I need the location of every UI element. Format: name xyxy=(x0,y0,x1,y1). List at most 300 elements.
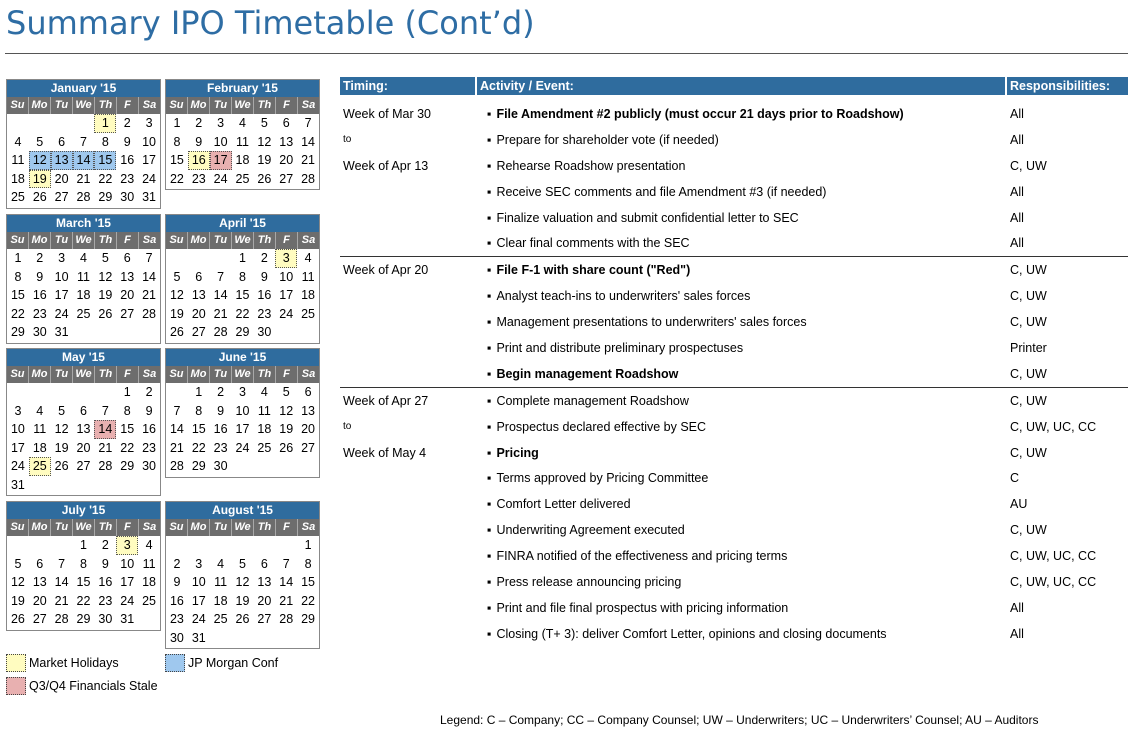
weekday-label: Sa xyxy=(142,99,157,111)
table-row xyxy=(340,205,1128,231)
day-cell xyxy=(29,536,51,555)
month-title: January '15 xyxy=(7,80,160,97)
responsibility-cell: C, UW xyxy=(1010,158,1047,173)
weekday-label: Mo xyxy=(29,366,51,383)
day-cell: 20 xyxy=(120,288,135,302)
day-cell: 14 xyxy=(142,269,157,284)
bullet-icon: ▪ xyxy=(487,419,492,434)
day-cell: 20 xyxy=(32,593,47,608)
activity-text: Comfort Letter delivered xyxy=(496,497,631,512)
day-cell: 18 xyxy=(235,153,250,167)
table-row xyxy=(340,465,1128,491)
day-cell: 30 xyxy=(257,325,272,339)
activity-cell xyxy=(477,263,1007,277)
day-cell xyxy=(73,323,95,342)
day-cell: 22 xyxy=(301,593,316,608)
day-cell xyxy=(253,629,275,648)
day-cell: 8 xyxy=(173,134,181,149)
weekday-label: Sa xyxy=(301,99,316,111)
day-cell: 29 xyxy=(301,612,316,626)
day-cell: 19 xyxy=(54,440,69,455)
weekday-label: Th xyxy=(95,366,117,383)
day-cell: 28 xyxy=(301,171,316,186)
day-cell: 9 xyxy=(217,403,225,418)
table-header xyxy=(340,77,1128,95)
day-cell: 25 xyxy=(76,306,91,321)
table-row xyxy=(340,414,1128,440)
day-cell xyxy=(7,536,29,555)
day-cell: 19 xyxy=(279,422,294,436)
day-cell: 5 xyxy=(260,116,268,130)
month-calendar xyxy=(6,348,161,496)
day-cell xyxy=(94,323,116,342)
bullet-icon: ▪ xyxy=(487,158,492,173)
weekday-header xyxy=(7,97,160,114)
day-cell xyxy=(232,629,254,648)
weekday-label: Su xyxy=(7,366,29,383)
responsibility-cell: AU xyxy=(1010,497,1028,512)
timing-cell: to xyxy=(343,134,352,146)
day-grid xyxy=(166,249,319,343)
day-cell xyxy=(7,383,29,402)
day-cell: 9 xyxy=(145,403,153,418)
weekday-label: Sa xyxy=(142,234,157,246)
weekday-label: F xyxy=(117,519,139,536)
holiday-swatch xyxy=(6,654,26,672)
bullet-icon: ▪ xyxy=(487,497,492,512)
day-cell xyxy=(275,629,297,648)
day-cell: 25 xyxy=(142,593,157,608)
activity-cell xyxy=(477,236,1007,250)
day-cell: 12 xyxy=(169,288,184,302)
activity-text: Prepare for shareholder vote (if needed) xyxy=(496,132,719,147)
day-cell: 25 xyxy=(29,457,51,476)
weekday-label: F xyxy=(276,519,298,536)
day-cell: 8 xyxy=(101,134,109,149)
table-row xyxy=(340,388,1128,414)
day-cell: 14 xyxy=(301,134,316,149)
day-cell: 3 xyxy=(239,385,246,399)
day-cell: 2 xyxy=(123,116,131,130)
month-title: February '15 xyxy=(166,80,319,97)
day-cell xyxy=(232,457,254,476)
day-cell: 18 xyxy=(32,440,47,455)
day-cell: 1 xyxy=(173,116,181,130)
day-cell: 11 xyxy=(236,134,249,149)
day-cell xyxy=(7,114,29,133)
day-cell: 15 xyxy=(301,575,316,589)
day-cell: 18 xyxy=(213,593,228,608)
day-cell: 14 xyxy=(213,288,228,302)
day-cell: 3 xyxy=(195,556,203,571)
day-cell: 8 xyxy=(239,269,246,284)
activity-cell xyxy=(477,211,1007,225)
day-cell: 13 xyxy=(279,134,294,149)
responsibility-cell: All xyxy=(1010,184,1024,199)
day-cell: 6 xyxy=(58,134,66,149)
weekday-header xyxy=(166,519,319,536)
day-grid xyxy=(7,536,160,630)
day-cell: 15 xyxy=(76,575,91,589)
bullet-icon: ▪ xyxy=(487,626,492,641)
weekday-label: Th xyxy=(254,519,276,536)
day-cell: 10 xyxy=(142,134,157,149)
table-row xyxy=(340,127,1128,153)
table-row xyxy=(340,440,1128,466)
day-cell: 1 xyxy=(239,251,246,265)
day-cell: 27 xyxy=(54,190,69,204)
day-cell: 28 xyxy=(54,612,69,626)
day-cell: 31 xyxy=(54,325,69,339)
activity-cell xyxy=(477,420,1007,434)
day-cell: 26 xyxy=(169,325,184,339)
responsibility-cell: C, UW xyxy=(1010,445,1047,460)
day-cell: 31 xyxy=(142,190,157,204)
table-row xyxy=(340,361,1128,387)
day-cell: 11 xyxy=(77,269,90,284)
day-cell: 2 xyxy=(217,385,225,399)
day-grid xyxy=(166,536,319,648)
day-cell: 2 xyxy=(36,251,44,265)
weekday-label: F xyxy=(117,366,139,383)
timetable xyxy=(340,77,1128,647)
activity-text: Terms approved by Pricing Committee xyxy=(496,471,709,486)
responsibility-cell: C, UW xyxy=(1010,523,1047,538)
activity-text: File Amendment #2 publicly (must occur 21 days prior to Roadshow) xyxy=(496,106,904,121)
day-grid xyxy=(166,383,319,477)
day-cell: 19 xyxy=(257,153,272,167)
footer-legend: Legend: C – Company; CC – Company Counsel; UW – Underwriters; UC – Underwriters’ Counsel; AU – Auditors xyxy=(440,713,1039,727)
day-cell: 20 xyxy=(301,422,316,436)
day-cell: 10 xyxy=(191,575,206,589)
day-cell: 25 xyxy=(235,171,250,186)
responsibility-cell: All xyxy=(1010,600,1024,615)
weekday-label: We xyxy=(232,97,254,114)
weekday-label: Mo xyxy=(188,366,210,383)
day-cell: 16 xyxy=(213,422,228,436)
weekday-header xyxy=(166,366,319,383)
day-cell: 24 xyxy=(54,306,69,321)
day-cell: 19 xyxy=(169,306,184,321)
title-divider xyxy=(5,53,1128,54)
activity-cell xyxy=(477,367,1007,381)
day-cell: 2 xyxy=(101,538,109,552)
table-row xyxy=(340,309,1128,335)
stale-swatch xyxy=(6,677,26,695)
month-title: April '15 xyxy=(166,215,319,232)
month-title: June '15 xyxy=(166,349,319,366)
table-row xyxy=(340,283,1128,309)
month-calendar xyxy=(6,214,161,344)
weekday-label: Su xyxy=(166,519,188,536)
day-cell: 27 xyxy=(257,612,272,626)
day-cell: 24 xyxy=(191,612,206,626)
day-grid xyxy=(7,114,160,208)
day-cell: 26 xyxy=(235,612,250,626)
activity-cell xyxy=(477,185,1007,199)
weekday-label: Mo xyxy=(188,519,210,536)
day-cell: 25 xyxy=(257,440,272,455)
day-cell: 3 xyxy=(116,536,138,555)
day-cell: 30 xyxy=(98,612,113,626)
day-cell: 27 xyxy=(32,612,47,626)
day-cell xyxy=(29,476,51,495)
activity-cell xyxy=(477,289,1007,303)
day-cell: 5 xyxy=(36,134,44,149)
day-cell xyxy=(29,114,51,133)
day-cell xyxy=(73,114,95,133)
day-cell xyxy=(275,323,297,342)
day-cell: 16 xyxy=(120,153,135,167)
day-cell: 23 xyxy=(169,612,184,626)
day-cell: 18 xyxy=(257,422,272,436)
day-cell: 17 xyxy=(210,151,232,170)
day-cell: 14 xyxy=(279,575,294,589)
activity-text: Rehearse Roadshow presentation xyxy=(496,158,686,173)
weekday-label: We xyxy=(73,97,95,114)
table-row xyxy=(340,621,1128,647)
header-responsibilities: Responsibilities: xyxy=(1007,77,1128,95)
day-cell: 1 xyxy=(195,385,203,399)
page-title: Summary IPO Timetable (Cont’d) xyxy=(6,4,535,42)
day-cell: 27 xyxy=(191,325,206,339)
day-cell: 17 xyxy=(235,422,250,436)
day-cell: 8 xyxy=(14,269,22,284)
day-cell: 23 xyxy=(213,440,228,455)
day-cell: 8 xyxy=(80,556,87,571)
day-cell: 5 xyxy=(173,269,181,284)
day-cell: 5 xyxy=(58,403,66,418)
weekday-label: We xyxy=(232,232,254,249)
day-cell: 28 xyxy=(169,459,184,473)
day-cell xyxy=(116,476,138,495)
day-cell: 7 xyxy=(145,251,153,265)
table-row xyxy=(340,335,1128,361)
day-cell: 6 xyxy=(282,116,290,130)
activity-text: FINRA notified of the effectiveness and pricing terms xyxy=(496,549,788,564)
table-row xyxy=(340,101,1128,127)
day-cell: 8 xyxy=(304,556,312,571)
day-cell: 4 xyxy=(14,134,22,149)
bullet-icon: ▪ xyxy=(487,523,492,538)
weekday-label: Mo xyxy=(188,232,210,249)
table-row xyxy=(340,491,1128,517)
responsibility-cell: C, UW xyxy=(1010,393,1047,408)
month-calendar xyxy=(165,214,320,344)
weekday-label: Su xyxy=(166,232,188,249)
timing-cell: Week of Apr 20 xyxy=(343,263,429,278)
weekday-label: Th xyxy=(254,232,276,249)
day-cell: 22 xyxy=(120,440,135,455)
day-cell: 7 xyxy=(58,556,66,571)
day-cell: 16 xyxy=(32,288,47,302)
day-cell: 27 xyxy=(120,306,135,321)
day-cell: 28 xyxy=(98,459,113,473)
day-cell: 14 xyxy=(94,420,116,439)
weekday-label: Tu xyxy=(51,232,73,249)
day-cell: 21 xyxy=(279,593,294,608)
day-cell xyxy=(94,476,116,495)
day-cell: 7 xyxy=(173,403,181,418)
day-cell xyxy=(138,610,160,629)
day-cell: 26 xyxy=(10,612,25,626)
bullet-icon: ▪ xyxy=(487,600,492,615)
weekday-label: Mo xyxy=(29,232,51,249)
activity-text: Begin management Roadshow xyxy=(496,366,679,381)
timing-cell: Week of May 4 xyxy=(343,445,427,460)
day-cell: 11 xyxy=(214,575,228,589)
day-cell: 17 xyxy=(54,288,69,302)
activity-cell xyxy=(477,315,1007,329)
responsibility-cell: C, UW xyxy=(1010,289,1047,304)
table-row xyxy=(340,595,1128,621)
day-cell: 31 xyxy=(120,612,135,626)
day-cell: 4 xyxy=(260,385,268,399)
day-cell: 20 xyxy=(54,171,69,186)
day-cell: 19 xyxy=(10,593,25,608)
day-cell: 5 xyxy=(14,556,22,571)
legend-jpm-conf xyxy=(165,654,278,672)
activity-text: Closing (T+ 3): deliver Comfort Letter, opinions and closing documents xyxy=(496,626,887,641)
day-cell: 22 xyxy=(98,171,113,186)
table-row xyxy=(340,517,1128,543)
day-cell: 10 xyxy=(279,269,294,284)
table-row xyxy=(340,569,1128,595)
day-cell: 22 xyxy=(191,440,206,455)
bullet-icon: ▪ xyxy=(487,445,492,460)
day-cell: 3 xyxy=(275,249,297,268)
weekday-label: We xyxy=(73,232,95,249)
activity-text: Clear final comments with the SEC xyxy=(496,236,690,251)
weekday-label: F xyxy=(276,97,298,114)
day-cell: 19 xyxy=(29,170,51,189)
day-cell: 23 xyxy=(120,171,135,186)
table-body xyxy=(340,101,1128,647)
day-cell: 27 xyxy=(76,459,91,473)
weekday-label: Th xyxy=(95,519,117,536)
activity-text: Receive SEC comments and file Amendment #3 (if needed) xyxy=(496,184,827,199)
bullet-icon: ▪ xyxy=(487,236,492,251)
day-cell: 10 xyxy=(235,403,250,418)
weekday-label: We xyxy=(73,366,95,383)
day-cell: 30 xyxy=(142,459,157,473)
day-cell xyxy=(138,323,160,342)
day-cell: 2 xyxy=(195,116,203,130)
responsibility-cell: All xyxy=(1010,210,1024,225)
responsibility-cell: C, UW xyxy=(1010,263,1047,278)
day-cell: 10 xyxy=(213,134,228,149)
day-cell xyxy=(253,536,275,555)
day-cell: 9 xyxy=(173,575,181,589)
activity-cell xyxy=(477,394,1007,408)
day-cell xyxy=(297,629,319,648)
day-cell: 10 xyxy=(120,556,135,571)
day-cell: 15 xyxy=(191,422,206,436)
weekday-label: Sa xyxy=(301,234,316,246)
day-cell xyxy=(116,323,138,342)
activity-text: Print and distribute preliminary prospectuses xyxy=(496,340,744,355)
day-cell: 13 xyxy=(76,422,91,436)
responsibility-cell: Printer xyxy=(1010,340,1047,355)
day-cell: 12 xyxy=(98,269,113,284)
day-cell: 14 xyxy=(54,575,69,589)
day-cell: 7 xyxy=(282,556,290,571)
day-cell: 19 xyxy=(235,593,250,608)
day-cell: 28 xyxy=(213,325,228,339)
day-cell: 27 xyxy=(301,440,316,455)
day-cell: 11 xyxy=(33,422,47,436)
weekday-header xyxy=(7,519,160,536)
activity-cell xyxy=(477,133,1007,147)
day-cell: 13 xyxy=(257,575,272,589)
day-cell xyxy=(166,249,188,268)
header-timing: Timing: xyxy=(340,77,477,95)
month-calendar xyxy=(165,348,320,478)
header-activity: Activity / Event: xyxy=(477,77,1007,95)
weekday-label: F xyxy=(117,232,139,249)
day-cell: 16 xyxy=(257,288,272,302)
weekday-label: Tu xyxy=(51,97,73,114)
day-cell xyxy=(166,383,188,402)
day-cell: 16 xyxy=(142,422,157,436)
weekday-label: Tu xyxy=(210,97,232,114)
day-cell: 31 xyxy=(191,630,206,645)
day-cell: 26 xyxy=(257,171,272,186)
day-cell: 11 xyxy=(301,269,315,284)
weekday-label: Su xyxy=(7,232,29,249)
day-cell: 1 xyxy=(80,538,87,552)
day-cell: 13 xyxy=(301,403,316,418)
day-cell: 8 xyxy=(123,403,131,418)
day-cell xyxy=(73,383,95,402)
activity-text: Analyst teach-ins to underwriters' sales forces xyxy=(496,289,751,304)
day-cell: 21 xyxy=(301,153,316,167)
weekday-label: F xyxy=(276,366,298,383)
day-cell: 16 xyxy=(98,575,113,589)
weekday-label: We xyxy=(232,519,254,536)
day-cell: 12 xyxy=(10,575,25,589)
activity-text: Prospectus declared effective by SEC xyxy=(496,419,707,434)
day-cell: 21 xyxy=(54,593,69,608)
activity-cell xyxy=(477,446,1007,460)
day-cell: 16 xyxy=(169,593,184,608)
weekday-label: Sa xyxy=(142,521,157,533)
day-cell: 17 xyxy=(279,288,294,302)
day-cell: 21 xyxy=(169,440,184,455)
day-cell xyxy=(275,536,297,555)
activity-text: Pricing xyxy=(496,445,539,460)
day-cell xyxy=(297,457,319,476)
day-cell: 28 xyxy=(76,190,91,204)
weekday-label: We xyxy=(73,519,95,536)
day-cell xyxy=(51,383,73,402)
responsibility-cell: All xyxy=(1010,106,1024,121)
day-cell xyxy=(297,323,319,342)
day-cell: 3 xyxy=(58,251,66,265)
day-cell: 4 xyxy=(304,251,312,265)
day-cell: 15 xyxy=(235,288,250,302)
day-cell: 15 xyxy=(120,422,135,436)
responsibility-cell: C xyxy=(1010,471,1020,486)
day-cell: 9 xyxy=(101,556,109,571)
weekday-label: Su xyxy=(166,97,188,114)
day-cell: 5 xyxy=(101,251,109,265)
day-cell: 30 xyxy=(32,325,47,339)
activity-text: Print and file final prospectus with pricing information xyxy=(496,600,789,615)
day-cell: 5 xyxy=(239,556,246,571)
day-cell xyxy=(232,536,254,555)
day-cell: 17 xyxy=(142,153,157,167)
